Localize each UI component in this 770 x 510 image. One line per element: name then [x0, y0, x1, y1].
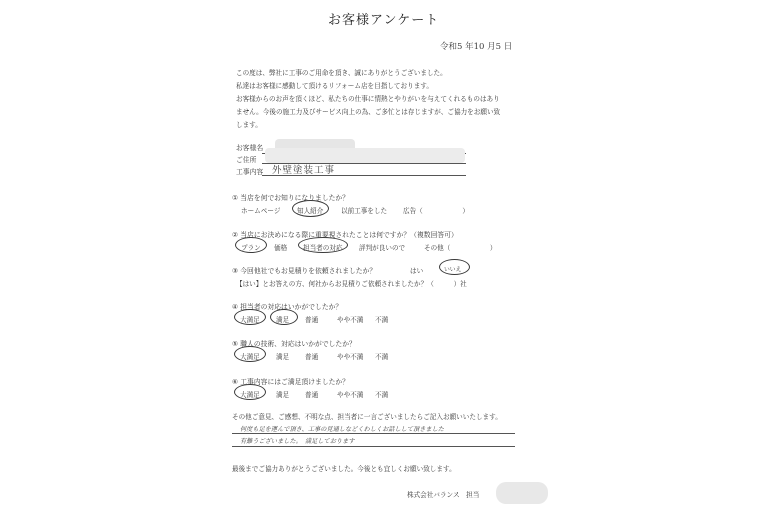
q1-option-homepage: ホームページ [241, 207, 281, 215]
q3-option-no: いいえ [444, 267, 462, 273]
work-line [262, 175, 466, 176]
q4-option-dissatisfied: 不満 [375, 316, 389, 324]
closing-message: 最後までご協力ありがとうございました。今後とも宜しくお願い致します。 [232, 465, 456, 473]
q5-option-very-satisfied: 大満足 [240, 353, 260, 361]
question-4: ④ 担当者の対応はいかがでしたか？ [232, 303, 343, 311]
q5-option-slightly-dissatisfied: やや不満 [337, 353, 364, 361]
q5-option-satisfied: 満足 [276, 353, 290, 361]
work-label: 工事内容 [236, 168, 264, 176]
question-1: ① 当店を何でお知りになりましたか？ [232, 194, 350, 202]
q2-plan-circle [235, 237, 267, 253]
survey-date: 令和5 年10 月5 日 [440, 42, 513, 52]
intro-line: 私達はお客様に感動して頂けるリフォーム店を目指しております。 [236, 82, 433, 90]
q3-followup: 【はい】とお答えの方、何社からお見積りご依頼されましたか？（ ）社 [236, 280, 467, 288]
q2-option-price: 価格 [274, 244, 288, 252]
question-3: ③ 今回他社でもお見積りを依頼されましたか？ [232, 267, 377, 275]
question-6: ⑥ 工事内容にはご満足頂けましたか？ [232, 378, 350, 386]
q6-very-satisfied-circle [234, 384, 266, 400]
comment-rule [232, 433, 515, 434]
q4-satisfied-circle [270, 309, 298, 325]
q5-very-satisfied-circle [234, 346, 266, 362]
intro-line: この度は、弊社に工事のご用命を頂き、誠にありがとうございました。 [236, 69, 447, 77]
comment-rule [232, 446, 515, 447]
work-value: 外壁塗装工事 [272, 165, 336, 176]
address-label: ご住所 [236, 156, 257, 164]
q4-option-normal: 普通 [305, 316, 319, 324]
q2-option-other: その他（ ） [424, 244, 497, 252]
q3-no-circle [439, 259, 470, 275]
q2-option-plan: プラン [241, 244, 261, 252]
q4-option-very-satisfied: 大満足 [240, 316, 260, 324]
intro-line: ません。今後の施工力及びサービス向上の為、ご多忙とは存じますが、ご協力をお願い致 [236, 108, 501, 116]
q4-option-slightly-dissatisfied: やや不満 [337, 316, 364, 324]
company-name: 株式会社バランス 担当 [407, 491, 480, 499]
q6-option-satisfied: 満足 [276, 391, 290, 399]
q1-option-advert: 広告（ ） [403, 207, 469, 215]
q5-option-dissatisfied: 不満 [375, 353, 389, 361]
question-2: ② 当店にお決めになる際に重要視されたことは何ですか？（複数回答可） [232, 231, 458, 239]
comments-prompt: その他ご意見、ご感想、不明な点、担当者に一言ございましたらご記入お願いいたします。 [232, 413, 502, 421]
q6-option-very-satisfied: 大満足 [240, 391, 260, 399]
intro-line: します。 [236, 121, 262, 129]
q4-option-satisfied: 満足 [276, 316, 290, 324]
comment-line-2: 有難うございました。 満足しております [240, 438, 355, 445]
page-title: お客様アンケート [328, 13, 440, 28]
comment-line-1: 何度も足を運んで頂き、工事の見通しなどくわしくお話しして頂きました [240, 426, 444, 433]
redacted-address [265, 148, 465, 163]
q4-very-satisfied-circle [234, 309, 266, 325]
q1-selected-circle [292, 200, 329, 217]
q2-staff-circle [298, 237, 348, 253]
q6-option-dissatisfied: 不満 [375, 391, 389, 399]
q2-option-staff: 担当者の対応 [303, 244, 343, 252]
customer-name-label: お客様名 [236, 144, 264, 152]
q5-option-normal: 普通 [305, 353, 319, 361]
q6-option-slightly-dissatisfied: やや不満 [337, 391, 364, 399]
question-5: ⑤ 職人の技術、対応はいかがでしたか？ [232, 340, 356, 348]
q1-option-previous: 以前工事をした [341, 207, 388, 215]
redacted-staff-name [496, 482, 548, 504]
q6-option-normal: 普通 [305, 391, 319, 399]
q2-option-reputation: 評判が良いので [359, 244, 406, 252]
intro-line: お客様からのお声を頂くほど、私たちの仕事に情熱とやりがいを与えてくれるものはあり [236, 95, 500, 103]
q1-option-referral: 知人紹介 [297, 207, 324, 215]
q3-option-yes: はい [410, 267, 424, 275]
